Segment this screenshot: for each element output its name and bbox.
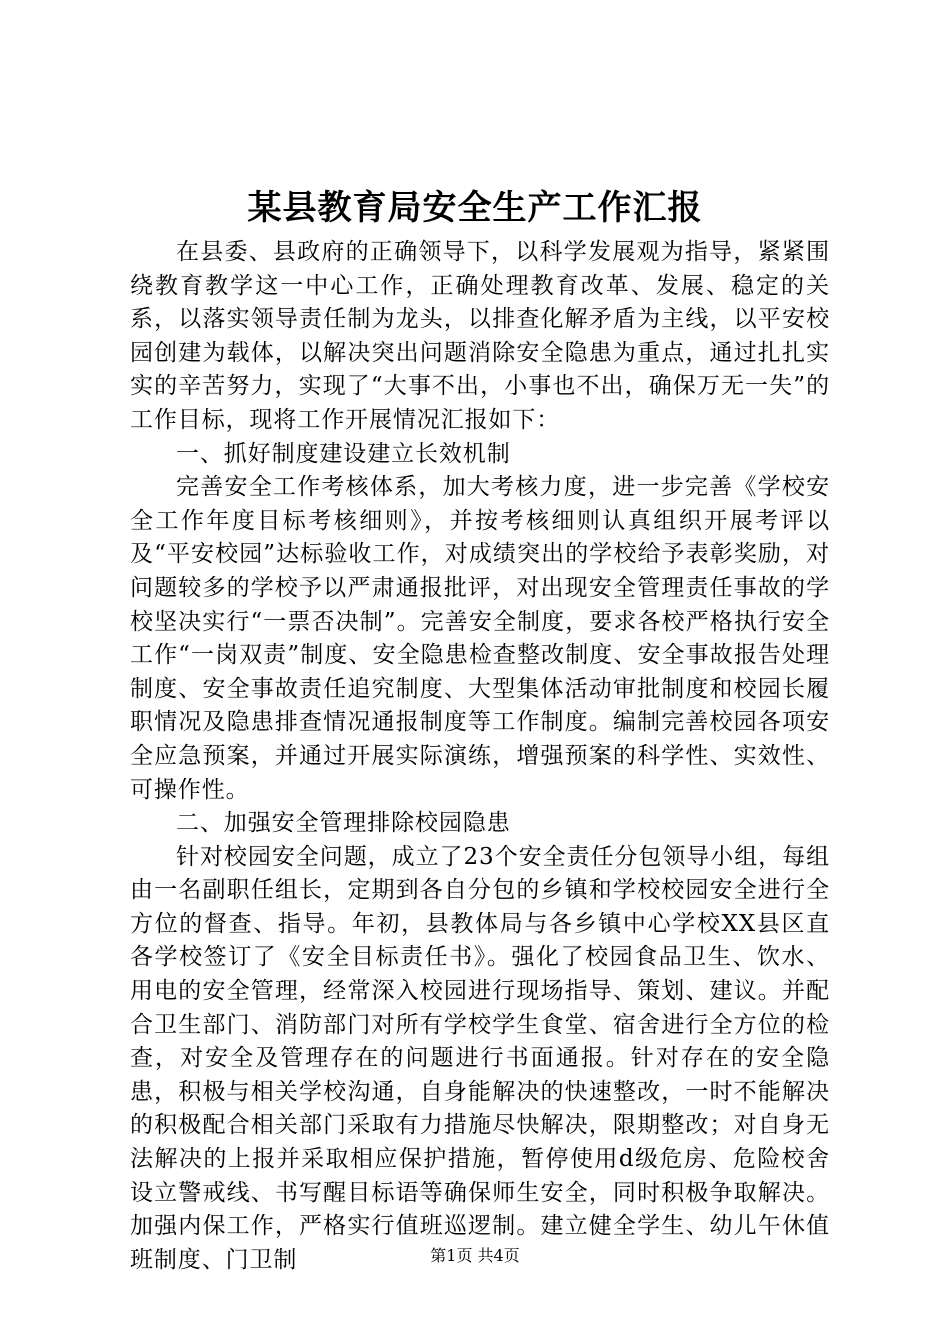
section-1-paragraph: 完善安全工作考核体系，加大考核力度，进一步完善《学校安全工作年度目标考核细则》，并按考核细则认真组织开展考评以及“平安校园”达标验收工作，对成绩突出的学校给予表彰奖励，对问题较多的学校予以严肃通报批评，对出现安全管理责任事故的学校坚决实行“一票否决制”。完善安全制度，要求各校严格执行安全工作“一岗双责”制度、安全隐患检查整改制度、安全事故报告处理制度、安全事故责任追究制度、大型集体活动审批制度和校园长履职情况及隐患排查情况通报制度等工作制度。编制完善校园各项安全应急预案，并通过开展实际演练，增强预案的科学性、实效性、可操作性。	[130, 474, 830, 803]
section-heading-2: 二、加强安全管理排除校园隐患	[176, 810, 511, 837]
section-heading-1: 一、抓好制度建设建立长效机制	[176, 440, 511, 467]
intro-paragraph: 在县委、县政府的正确领导下，以科学发展观为指导，紧紧围绕教育教学这一中心工作，正确处理教育改革、发展、稳定的关系，以落实领导责任制为龙头，以排查化解矛盾为主线，以平安校园创建为载体，以解决突出问题消除安全隐患为重点，通过扎扎实实的辛苦努力，实现了“大事不出，小事也不出，确保万无一失”的工作目标，现将工作开展情况汇报如下：	[130, 239, 830, 433]
section-2-paragraph: 针对校园安全问题，成立了23个安全责任分包领导小组，每组由一名副职任组长，定期到各自分包的乡镇和学校校园安全进行全方位的督查、指导。年初，县教体局与各乡镇中心学校XX县区直各学校签订了《安全目标责任书》。强化了校园食品卫生、饮水、用电的安全管理，经常深入校园进行现场指导、策划、建议。并配合卫生部门、消防部门对所有学校学生食堂、宿舍进行全方位的检查，对安全及管理存在的问题进行书面通报。针对存在的安全隐患，积极与相关学校沟通，自身能解决的快速整改，一时不能解决的积极配合相关部门采取有力措施尽快解决，限期整改；对自身无法解决的上报并采取相应保护措施，暂停使用d级危房、危险校舍设立警戒线、书写醒目标语等确保师生安全，同时积极争取解决。加强内保工作，严格实行值班巡逻制。建立健全学生、幼儿午休值班制度、门卫制	[130, 843, 830, 1273]
document-body	[130, 236, 830, 1277]
document-title: 某县教育局安全生产工作汇报	[247, 188, 703, 228]
page-number-footer: 第1页 共4页	[430, 1246, 520, 1265]
